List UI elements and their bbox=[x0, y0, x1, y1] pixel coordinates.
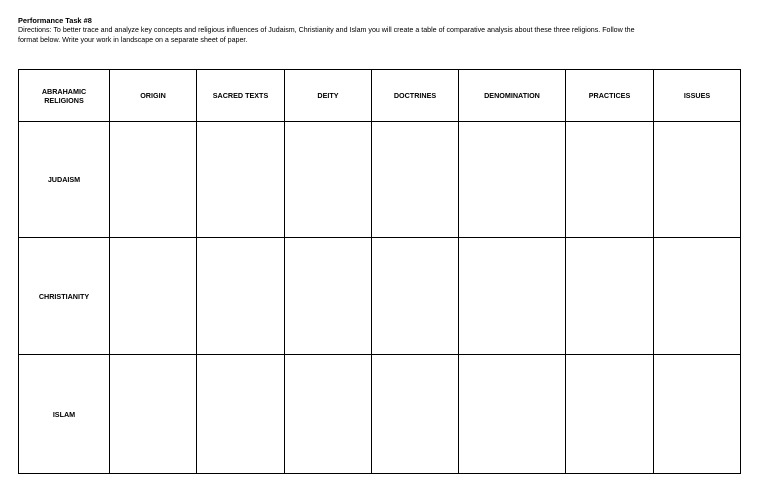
cell-christianity-doctrines bbox=[372, 238, 459, 355]
cell-christianity-sacred-texts bbox=[197, 238, 285, 355]
header-label: DOCTRINES bbox=[393, 91, 437, 100]
cell-islam-sacred-texts bbox=[197, 355, 285, 474]
table-row-islam bbox=[19, 355, 741, 474]
header-label-line-1: ABRAHAMIC bbox=[41, 86, 87, 96]
header-doctrines bbox=[372, 70, 459, 122]
cell-judaism-origin bbox=[110, 122, 197, 238]
cell-judaism-doctrines bbox=[372, 122, 459, 238]
row-label-islam: ISLAM bbox=[19, 355, 110, 474]
header-label: ORIGIN bbox=[140, 91, 166, 100]
row-label-judaism: JUDAISM bbox=[19, 122, 110, 238]
cell-islam-doctrines bbox=[372, 355, 459, 474]
task-title: Performance Task #8 bbox=[18, 16, 92, 25]
cell-islam-deity bbox=[285, 355, 372, 474]
header-abrahamic-religions bbox=[19, 70, 110, 122]
cell-judaism-sacred-texts bbox=[197, 122, 285, 238]
cell-judaism-denomination bbox=[459, 122, 566, 238]
header-label: DEITY bbox=[317, 91, 339, 100]
header-label: DENOMINATION bbox=[484, 91, 540, 100]
table-row-christianity bbox=[19, 238, 741, 355]
header-denomination bbox=[459, 70, 566, 122]
table-header-row bbox=[19, 70, 741, 122]
cell-christianity-origin bbox=[110, 238, 197, 355]
row-label-christianity: CHRISTIANITY bbox=[19, 238, 110, 355]
cell-christianity-denomination bbox=[459, 238, 566, 355]
header-deity bbox=[285, 70, 372, 122]
header-practices bbox=[566, 70, 654, 122]
header-label-line-2: RELIGIONS bbox=[44, 95, 84, 105]
cell-judaism-deity bbox=[285, 122, 372, 238]
cell-islam-practices bbox=[566, 355, 654, 474]
header-label: PRACTICES bbox=[588, 91, 631, 100]
comparative-analysis-table bbox=[18, 69, 741, 474]
cell-islam-denomination bbox=[459, 355, 566, 474]
header-label: SACRED TEXTS bbox=[212, 91, 269, 100]
cell-islam-origin bbox=[110, 355, 197, 474]
header-label: ISSUES bbox=[683, 91, 711, 100]
header-sacred-texts bbox=[197, 70, 285, 122]
cell-christianity-issues bbox=[654, 238, 741, 355]
directions-line-1: Directions: To better trace and analyze key concepts and religious influences of Judaism, Christianity and Islam you will create a table of comparative analysis about these three religions. Follow the bbox=[18, 26, 635, 34]
document-header bbox=[18, 16, 748, 45]
cell-christianity-deity bbox=[285, 238, 372, 355]
directions-line-2: format below. Write your work in landscape on a separate sheet of paper. bbox=[18, 35, 248, 44]
cell-judaism-practices bbox=[566, 122, 654, 238]
cell-christianity-practices bbox=[566, 238, 654, 355]
cell-judaism-issues bbox=[654, 122, 741, 238]
header-issues bbox=[654, 70, 741, 122]
table-row-judaism bbox=[19, 122, 741, 238]
header-origin bbox=[110, 70, 197, 122]
cell-islam-issues bbox=[654, 355, 741, 474]
